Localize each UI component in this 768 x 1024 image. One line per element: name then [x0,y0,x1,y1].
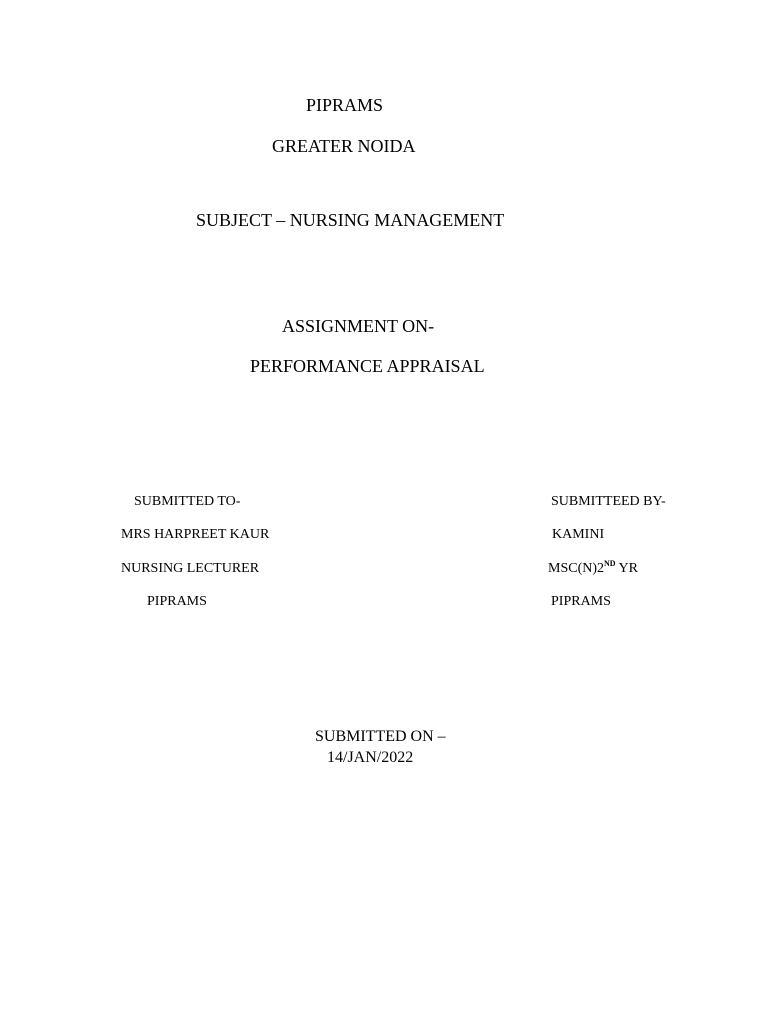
submitted-to-designation: NURSING LECTURER [121,561,260,576]
submission-date: 14/JAN/2022 [327,749,414,766]
course-suffix: YR [615,561,639,576]
submitted-by-name: KAMINI [552,527,605,542]
submission-label: SUBMITTED ON – [315,728,446,745]
submitted-to-institution: PIPRAMS [147,594,207,609]
submitted-by-course [548,559,639,576]
submitted-to-heading: SUBMITTED TO- [134,494,241,509]
submitted-to-name: MRS HARPREET KAUR [121,527,270,542]
subject-title: SUBJECT – NURSING MANAGEMENT [196,210,505,230]
assignment-label: ASSIGNMENT ON- [282,316,435,336]
submitted-by-institution: PIPRAMS [551,594,611,609]
location-title: GREATER NOIDA [272,136,416,156]
course-prefix: MSC(N)2 [548,561,605,576]
submitted-by-heading: SUBMITTEED BY- [551,494,666,509]
institution-title: PIPRAMS [306,95,384,115]
course-ordinal: ND [604,559,616,568]
assignment-topic: PERFORMANCE APPRAISAL [250,356,485,376]
